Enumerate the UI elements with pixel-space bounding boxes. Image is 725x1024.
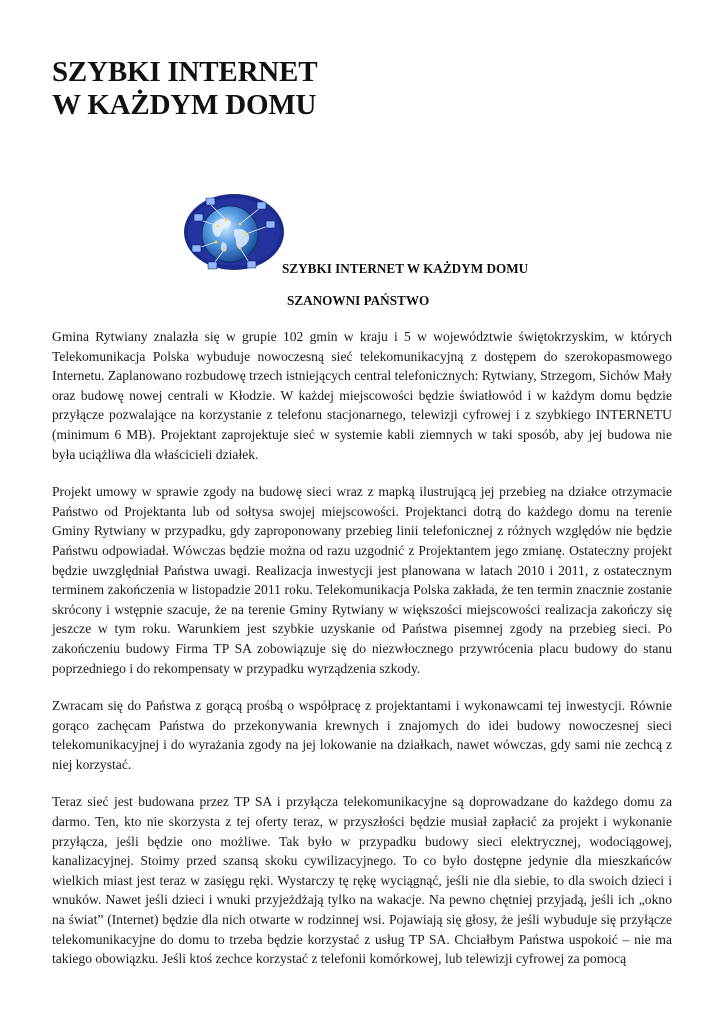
page-title-line-2: W KAŻDYM DOMU bbox=[52, 89, 317, 121]
paragraph: Teraz sieć jest budowana przez TP SA i przyłącza telekomunikacyjne są doprowadzane do każdego domu za darmo. Ten, kto nie skorzysta z tej oferty teraz, w przyszłości będzie musiał zapłacić za projekt i wykonanie przyłącza, jeśli będzie ono możliwe. Tak było w przypadku budowy sieci elektrycznej, wodociągowej, kanalizacyjnej. Stoimy przed szansą skoku cywilizacyjnego. To co było dostępne jedynie dla mieszkańców wielkich miast jest teraz w zasięgu ręki. Wystarczy tę rękę wyciągnąć, jeśli nie dla siebie, to dla swoich dzieci i wnuków. Nawet jeśli dzieci i wnuki przyjeżdżają tylko na wakacje. Na pewno chętniej przyjadą, jeśli ich „okno na świat” (Internet) będzie dla nich otwarte w rodzinnej wsi. Pojawiają się głosy, że jeśli wybuduje się przyłącze telekomunikacyjne do domu to trzeba będzie korzystać z usług TP SA. Chciałbym Państwa uspokoić – nie ma takiego obowiązku. Jeśli ktoś zechce korzystać z telefonii komórkowej, lub telewizji cyfrowej za pomocą bbox=[52, 794, 672, 967]
globe-network-icon bbox=[180, 190, 284, 276]
letter-body bbox=[52, 327, 672, 969]
subtitle-heading: SZYBKI INTERNET W KAŻDYM DOMU bbox=[282, 261, 529, 276]
page-title bbox=[52, 56, 317, 122]
page-title-line-1: SZYBKI INTERNET bbox=[52, 56, 318, 88]
salutation-heading: SZANOWNI PAŃSTWO bbox=[287, 293, 430, 308]
paragraph: Projekt umowy w sprawie zgody na budowę sieci wraz z mapką ilustrującą jej przebieg na działce otrzymacie Państwo od Projektanta lub od sołtysa swojej miejscowości. Projektanci dotrą do każdego domu na terenie Gminy Rytwiany w przypadku, gdy zaproponowany przebieg linii telefonicznej z różnych względów nie będzie Państwu odpowiadał. Wówczas będzie można od razu uzgodnić z Projektantem jego zmianę. Ostateczny projekt będzie uwzględniał Państwa uwagi. Realizacja inwestycji jest planowana w latach 2010 i 2011, z ostatecznym terminem zakończenia w listopadzie 2011 roku. Telekomunikacja Polska zakłada, że ten termin znacznie zostanie skrócony i wstępnie szacuje, że na terenie Gminy Rytwiany w większości miejscowości realizacja zakończy się jeszcze w tym roku. Warunkiem jest szybkie uzyskanie od Państwa pisemnej zgody na przebieg sieci. Po zakończeniu budowy Firma TP SA zobowiązuje się do niezwłocznego przywrócenia placu budowy do stanu poprzedniego i do rekompensaty w przypadku wyrządzenia szkody. bbox=[52, 484, 672, 676]
paragraph: Gmina Rytwiany znalazła się w grupie 102 gmin w kraju i 5 w województwie świętokrzyskim, w których Telekomunikacja Polska wybuduje nowoczesną sieć telekomunikacyjną z dostępem do szerokopasmowego Internetu. Zaplanowano rozbudowę trzech istniejących central telefonicznych: Rytwiany, Strzegom, Sichów Mały oraz budowę nowej centrali w Kłodzie. W każdej miejscowości będzie światłowód i w każdym domu będzie przyłącze pozwalające na korzystanie z telefonu stacjonarnego, telewizji cyfrowej i z szybkiego INTERNETU (minimum 6 MB). Projektant zaprojektuje sieć w systemie kabli ziemnych w taki sposób, aby jej budowa nie była uciążliwa dla właścicieli działek. bbox=[52, 329, 672, 462]
paragraph: Zwracam się do Państwa z gorącą prośbą o współpracę z projektantami i wykonawcami tej inwestycji. Równie gorąco zachęcam Państwa do przekonywania krewnych i znajomych do idei budowy nowoczesnej sieci telekomunikacyjnej i do wyrażania zgody na jej lokowanie na działkach, nawet wówczas, gdy sami nie zechcą z niej korzystać. bbox=[52, 698, 672, 772]
